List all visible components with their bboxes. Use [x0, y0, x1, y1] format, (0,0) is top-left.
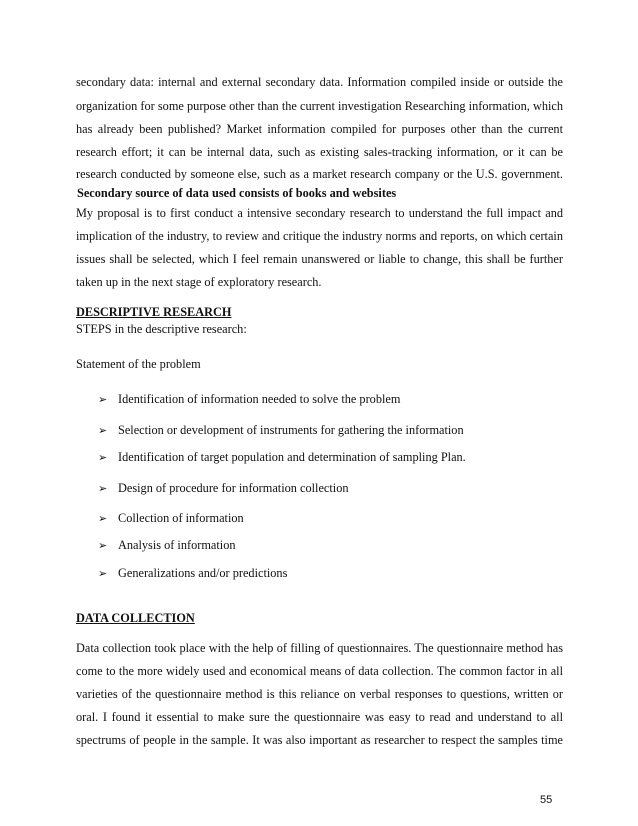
- data-collection-line: come to the more widely used and economical means of data collection. The common factor in all: [76, 664, 563, 678]
- data-collection-line: varieties of the questionnaire method is this reliance on verbal responses to questions, written or: [76, 687, 563, 701]
- step-text: Design of procedure for information collection: [118, 481, 349, 495]
- paragraph2-line: implication of the industry, to review and critique the industry norms and reports, on which certain: [76, 229, 563, 243]
- step-text: Collection of information: [118, 511, 244, 525]
- secondary-source-heading: Secondary source of data used consists of books and websites: [77, 186, 397, 200]
- step-text: Identification of target population and determination of sampling Plan.: [118, 450, 466, 464]
- step-text: Analysis of information: [118, 538, 236, 552]
- step-list-item: [98, 481, 349, 496]
- step-text: Generalizations and/or predictions: [118, 566, 288, 580]
- problem-statement: Statement of the problem: [76, 357, 201, 371]
- step-list-item: [98, 392, 400, 407]
- arrow-bullet-icon: ➢: [98, 424, 108, 437]
- paragraph2-line: taken up in the next stage of exploratory research.: [76, 275, 322, 289]
- step-list-item: [98, 538, 236, 553]
- data-collection-heading: DATA COLLECTION: [76, 611, 195, 625]
- arrow-bullet-icon: ➢: [98, 539, 108, 552]
- paragraph1-line: secondary data: internal and external secondary data. Information compiled inside or outside the: [76, 75, 563, 89]
- arrow-bullet-icon: ➢: [98, 567, 108, 580]
- paragraph2-line: My proposal is to first conduct a intensive secondary research to understand the full impact and: [76, 206, 563, 220]
- paragraph2-line: issues shall be selected, which I feel remain unanswered or liable to change, this shall be further: [76, 252, 563, 266]
- page-number: 55: [540, 794, 553, 806]
- paragraph1-line: research effort; it can be internal data, such as existing sales-tracking information, or it can be: [76, 145, 563, 159]
- data-collection-line: spectrums of people in the sample. It was also important as researcher to respect the samples time: [76, 733, 563, 747]
- paragraph1-line: has already been published? Market information compiled for purposes other than the current: [76, 122, 563, 136]
- step-list-item: [98, 511, 244, 526]
- descriptive-research-heading: DESCRIPTIVE RESEARCH: [76, 305, 232, 319]
- step-list-item: [98, 566, 287, 581]
- arrow-bullet-icon: ➢: [98, 393, 108, 406]
- paragraph1-line: organization for some purpose other than the current investigation Researching information, which: [76, 99, 563, 113]
- arrow-bullet-icon: ➢: [98, 482, 108, 495]
- step-list-item: [98, 450, 466, 465]
- steps-intro: STEPS in the descriptive research:: [76, 322, 247, 336]
- step-text: Selection or development of instruments for gathering the information: [118, 423, 464, 437]
- arrow-bullet-icon: ➢: [98, 451, 108, 464]
- step-list-item: [98, 423, 464, 438]
- paragraph1-line: research conducted by someone else, such as a market research company or the U.S. government.: [76, 167, 563, 181]
- arrow-bullet-icon: ➢: [98, 512, 108, 525]
- data-collection-line: Data collection took place with the help of filling of questionnaires. The questionnaire method has: [76, 641, 563, 655]
- step-text: Identification of information needed to solve the problem: [118, 392, 401, 406]
- data-collection-line: oral. I found it essential to make sure the questionnaire was easy to read and understand to all: [76, 710, 563, 724]
